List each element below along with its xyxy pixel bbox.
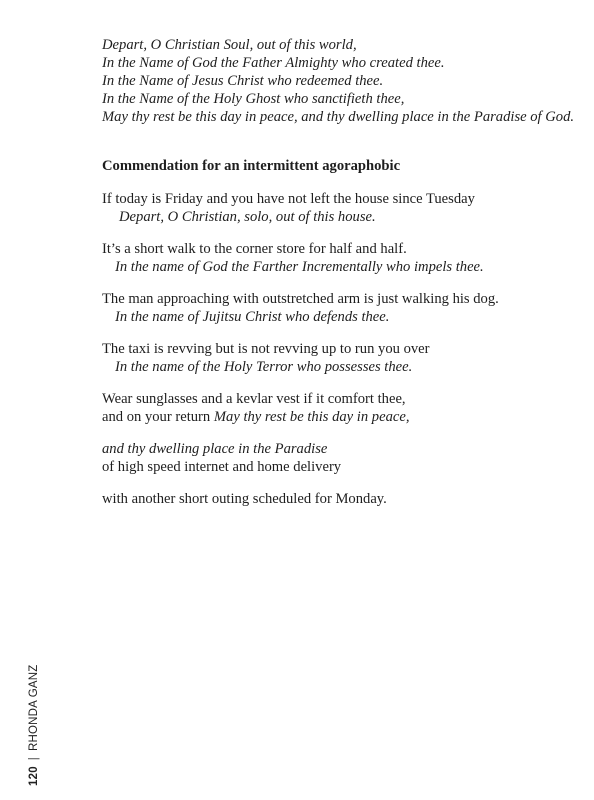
epigraph-line-4: In the Name of the Holy Ghost who sanctifieth thee, [102, 91, 405, 107]
epigraph-line-2: In the Name of God the Father Almighty who created thee. [102, 55, 445, 71]
return-line-prefix: and on your return [102, 409, 214, 425]
stanza-3-line-1: The man approaching with outstretched arm is just walking his dog. [102, 291, 499, 307]
stanza-1-line-2: Depart, O Christian, solo, out of this house. [119, 209, 376, 225]
epigraph-line-1: Depart, O Christian Soul, out of this world, [102, 37, 357, 53]
return-line-italic: May thy rest be this day in peace, [213, 409, 410, 425]
final-line: with another short outing scheduled for Monday. [102, 491, 387, 507]
epigraph-line-3: In the Name of Jesus Christ who redeemed thee. [102, 73, 384, 89]
stanza-4-line-2: In the name of the Holy Terror who possesses thee. [115, 359, 413, 375]
stanza-3-line-2: In the name of Jujitsu Christ who defends thee. [115, 309, 390, 325]
paradise-line: and thy dwelling place in the Paradise [102, 441, 328, 457]
poem-title: Commendation for an intermittent agoraphobic [102, 158, 401, 174]
page-footer [28, 664, 40, 786]
page-number: 120 [28, 766, 40, 786]
epigraph-line-5: May thy rest be this day in peace, and thy dwelling place in the Paradise of God. [102, 109, 575, 125]
internet-line: of high speed internet and home delivery [102, 459, 342, 475]
sunglasses-line: Wear sunglasses and a kevlar vest if it comfort thee, [102, 391, 406, 407]
stanza-2-line-1: It’s a short walk to the corner store for half and half. [102, 241, 407, 257]
author-name: RHONDA GANZ [28, 664, 40, 752]
footer-separator: | [28, 757, 40, 761]
stanza-2-line-2: In the name of God the Farther Incrementally who impels thee. [115, 259, 484, 275]
stanza-1-line-1: If today is Friday and you have not left the house since Tuesday [102, 191, 475, 207]
stanza-4-line-1: The taxi is revving but is not revving up to run you over [102, 341, 430, 357]
return-line [102, 408, 409, 426]
